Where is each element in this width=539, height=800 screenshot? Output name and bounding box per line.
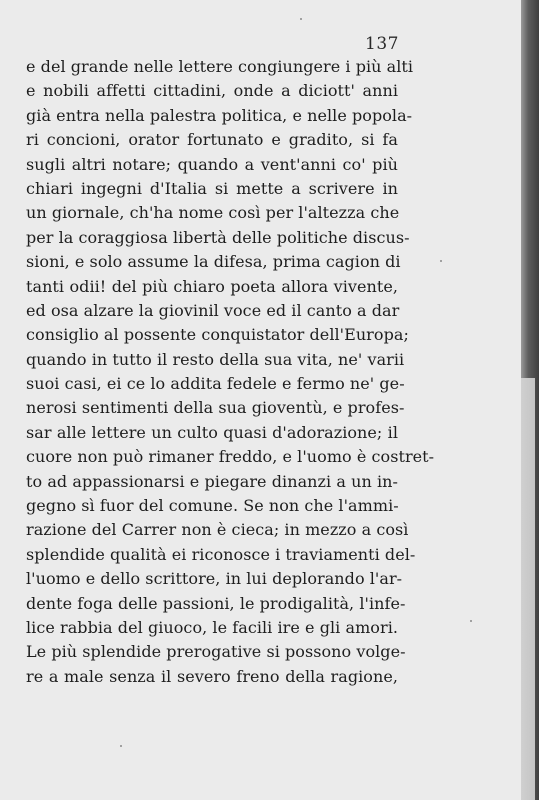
text-line: suoi casi, ei ce lo addita fedele e fermo ne' ge- xyxy=(26,374,405,394)
text-line: tanti odii! del più chiaro poeta allora vivente, xyxy=(26,276,398,296)
text-line: già entra nella palestra politica, e nelle popola- xyxy=(26,105,413,125)
text-line: e nobili affetti cittadini, onde a diciott' anni xyxy=(26,81,398,101)
text-line: dente foga delle passioni, le prodigalità, l'infe- xyxy=(26,593,406,613)
text-line: gegno sì fuor del comune. Se non che l'ammi- xyxy=(26,496,399,516)
text-line: sioni, e solo assume la difesa, prima cagion di xyxy=(26,252,401,272)
text-line: sugli altri notare; quando a vent'anni co' più xyxy=(26,154,398,174)
text-line: cuore non può rimaner freddo, e l'uomo è costret- xyxy=(26,447,435,467)
text-line: ed osa alzare la giovinil voce ed il canto a dar xyxy=(26,300,400,320)
text-line: ri concioni, orator fortunato e gradito, si fa xyxy=(26,130,398,150)
text-line: to ad appassionarsi e piegare dinanzi a un in- xyxy=(26,471,398,491)
paper-speck xyxy=(440,260,442,262)
text-line: lice rabbia del giuoco, le facili ire e gli amori. xyxy=(26,617,398,637)
text-line: per la coraggiosa libertà delle politiche discus- xyxy=(26,227,410,247)
next-page-edge xyxy=(521,378,535,800)
text-line: e del grande nelle lettere congiungere i più alti xyxy=(26,57,414,76)
text-line: razione del Carrer non è cieca; in mezzo a così xyxy=(26,520,409,540)
paper-speck xyxy=(300,18,302,20)
text-line: chiari ingegni d'Italia si mette a scrivere in xyxy=(26,178,398,198)
text-line: consiglio al possente conquistator dell'Europa; xyxy=(26,325,409,345)
text-line: sar alle lettere un culto quasi d'adorazione; il xyxy=(26,422,398,442)
paper-speck xyxy=(120,745,122,747)
text-line: re a male senza il severo freno della ragione, xyxy=(26,666,398,686)
paper-speck xyxy=(470,620,472,622)
text-line: un giornale, ch'ha nome così per l'altezza che xyxy=(26,203,400,223)
text-line: splendide qualità ei riconosce i traviamenti del- xyxy=(26,544,416,564)
text-line: nerosi sentimenti della sua gioventù, e profes- xyxy=(26,398,405,418)
body-text xyxy=(26,55,435,689)
text-line: Le più splendide prerogative si possono volge- xyxy=(26,642,406,662)
text-line: l'uomo e dello scrittore, in lui deplorando l'ar- xyxy=(26,569,403,589)
text-line: quando in tutto il resto della sua vita, ne' varii xyxy=(26,349,405,369)
page-number: 137 xyxy=(365,34,399,54)
